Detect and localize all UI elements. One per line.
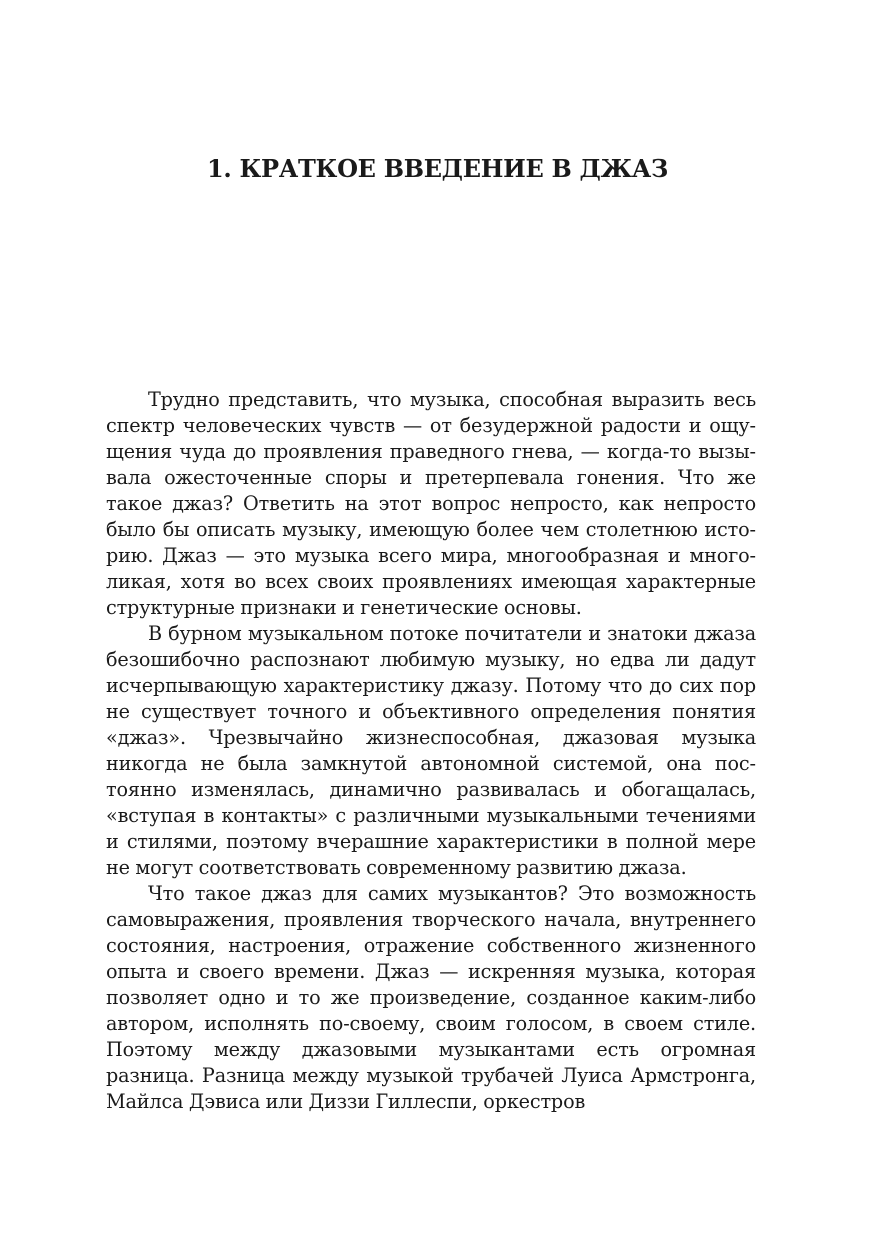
paragraph: Что такое джаз для самих музыкантов? Это возможность самовыражения, проявления творческого начала, внутреннего состояния, настроения, отражение собственного жизненного опыта и своего времени. Джаз — искренняя музыка, которая позволяет одно и то же произведение, созданное каким-либо автором, исполнять по-своему, своим голосом, в своем стиле. Поэтому между джазовыми музыкантами есть огромная разница. Разница между музыкой трубачей Луиса Армстронга, Майлса Дэвиса или Диззи Гиллеспи, оркестров	[106, 882, 756, 1113]
chapter-title: 1. КРАТКОЕ ВВЕДЕНИЕ В ДЖАЗ	[206, 154, 669, 183]
paragraph: Трудно представить, что музыка, способная выразить весь спектр человеческих чувств — от безудержной радости и ощущения чуда до проявления праведного гнева, — когда-то вызывала ожесточенные споры и претерпевала гонения. Что же такое джаз? Ответить на этот вопрос непросто, как непросто было бы описать музыку, имеющую более чем столетнюю историю. Джаз — это музыка всего мира, многообразная и многоликая, хотя во всех своих проявлениях имеющая характерные структурные признаки и генетические основы.	[106, 388, 756, 619]
paragraph: В бурном музыкальном потоке почитатели и знатоки джаза безошибочно распознают любимую музыку, но едва ли дадут исчерпывающую характеристику джазу. Потому что до сих пор не существует точного и объективного определения понятия «джаз». Чрезвычайно жизнеспособная, джазовая музыка никогда не была замкнутой автономной системой, она постоянно изменялась, динамично развивалась и обогащалась, «вступая в контакты» с различными музыкальными течениями и стилями, поэтому вчерашние характеристики в полной мере не могут соответствовать современному развитию джаза.	[106, 622, 756, 879]
body-text	[106, 387, 756, 1115]
